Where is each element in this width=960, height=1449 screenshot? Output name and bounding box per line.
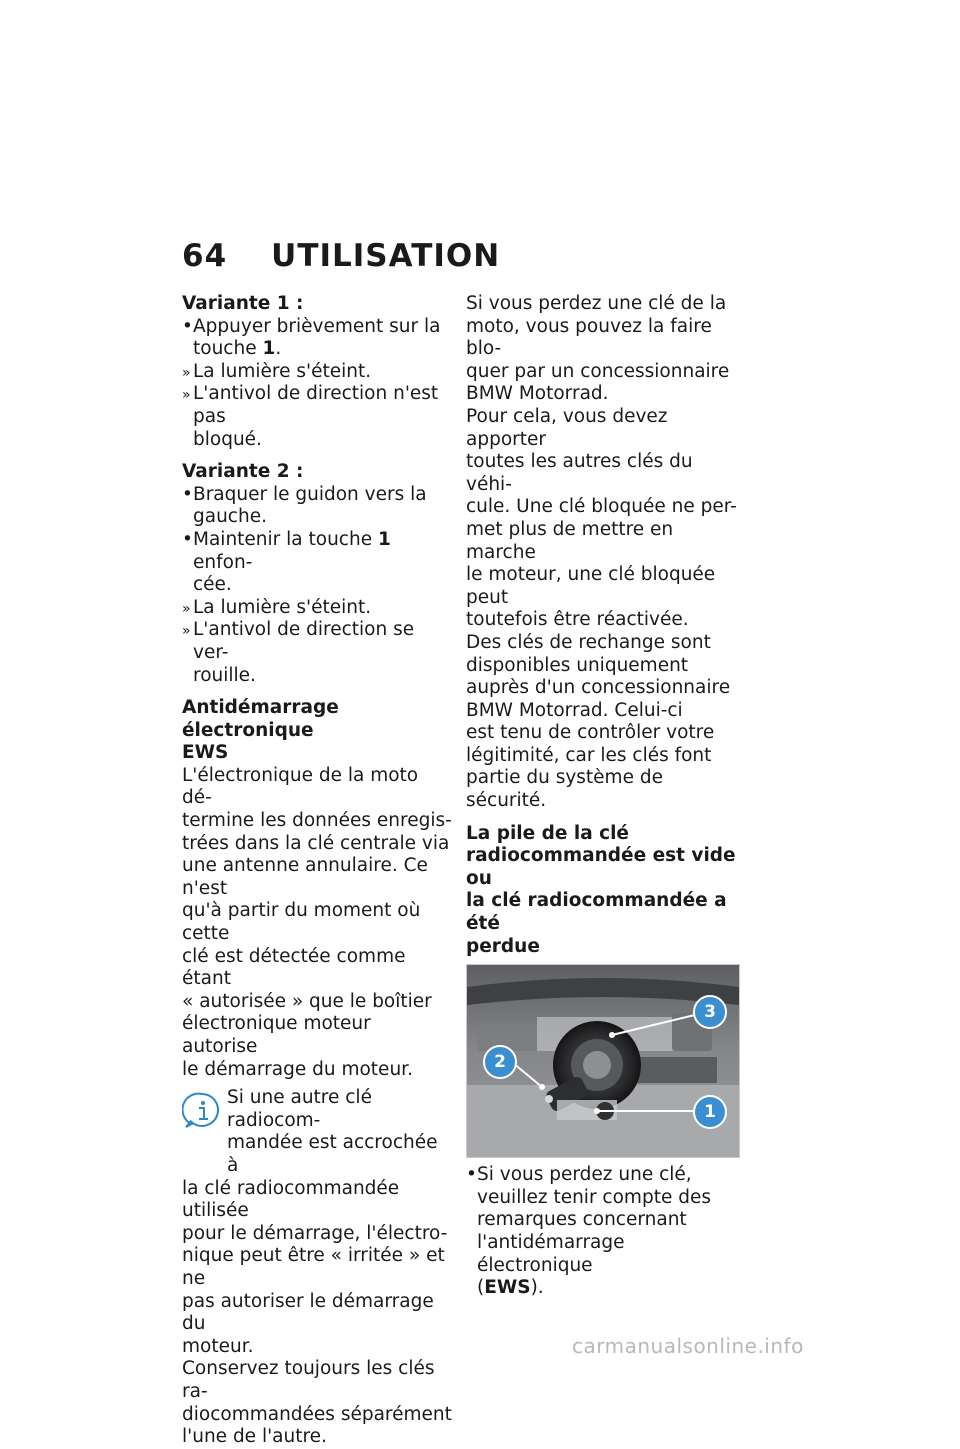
info-icon <box>182 1091 222 1131</box>
result-text: La lumière s'éteint. <box>193 596 372 618</box>
action-text: cée. <box>193 574 232 596</box>
page-header <box>182 238 500 274</box>
result-text: L'antivol de direction se ver- <box>193 619 415 663</box>
action-text: . <box>275 338 282 360</box>
callout-1: 1 <box>693 1095 727 1129</box>
note-text: Si une autre clé radiocom- <box>227 1087 372 1131</box>
note-text-block: la clé radiocommandée utilisée pour le démarrage, l'électro- nique peut être « irritée » et ne pas autoriser le démarrage du moteur. Conservez toujours les clés ra- diocommandées séparément l'une de l'autre. <box>182 1177 452 1448</box>
callout-2: 2 <box>483 1045 517 1079</box>
action-text: enfon- <box>193 551 253 573</box>
list-item <box>182 316 452 361</box>
ews-heading: Antidémarrage électronique EWS <box>182 697 339 764</box>
info-note <box>182 1087 452 1449</box>
list-item <box>182 361 452 384</box>
left-column <box>182 293 452 1449</box>
right-column <box>466 293 738 1300</box>
watermark: carmanualsonline.info <box>572 1334 804 1358</box>
list-item <box>182 383 452 451</box>
bullet-icon: • <box>182 315 193 337</box>
bullet-icon: • <box>182 483 193 505</box>
result-chevron-icon: » <box>182 600 191 617</box>
callout-3: 3 <box>693 995 727 1029</box>
ignition-photo <box>466 964 740 1158</box>
list-item <box>182 529 452 597</box>
page-title: UTILISATION <box>271 238 501 274</box>
ews-paragraph: L'électronique de la moto dé- termine les données enregis- trées dans la clé centrale via une antenne annulaire. Ce n'est qu'à partir du moment où cette clé est détectée comme étant « autorisée » que le boîtier électronique moteur autorise le démarrage du moteur. <box>182 764 452 1080</box>
ews-label: EWS <box>484 1277 531 1299</box>
list-item <box>182 597 452 620</box>
result-text: La lumière s'éteint. <box>193 360 372 382</box>
result-chevron-icon: » <box>182 623 191 640</box>
list-item <box>182 619 452 687</box>
action-text: Maintenir la touche <box>193 528 378 550</box>
action-text: Braquer le guidon vers la <box>193 483 427 505</box>
bullet-icon: • <box>182 528 193 550</box>
result-text: L'antivol de direction n'est pas <box>193 383 439 427</box>
key-label: 1 <box>377 528 391 550</box>
lost-key-paragraph-1: Si vous perdez une clé de la moto, vous pouvez la faire blo- quer par un concessionnaire BMW Motorrad. <box>466 293 730 405</box>
lost-key-paragraph-2: Pour cela, vous devez apporter toutes les autres clés du véhi- cule. Une clé bloquée ne per- met plus de mettre en marche le moteur, une clé bloquée peut toutefois être réactivée. <box>466 405 737 631</box>
note-text: mandée est accrochée à <box>227 1132 438 1176</box>
list-item: • Si vous perdez une clé, veuillez tenir compte des remarques concernant l'antidémarrage électronique (EWS). <box>466 1164 711 1299</box>
action-text: touche <box>193 338 263 360</box>
result-chevron-icon: » <box>182 364 191 381</box>
battery-heading: La pile de la clé radiocommandée est vide ou la clé radiocommandée a été perdue <box>466 822 736 957</box>
variant1-heading: Variante 1 : <box>182 293 304 314</box>
page-number: 64 <box>182 238 228 274</box>
bullet-icon: • <box>466 1164 477 1186</box>
lost-key-paragraph-3: Des clés de rechange sont disponibles uniquement auprès d'un concessionnaire BMW Motorrad. Celui-ci est tenu de contrôler votre légitimité, car les clés font partie du système de sécurité. <box>466 631 731 812</box>
variant2-heading: Variante 2 : <box>182 461 304 483</box>
result-chevron-icon: » <box>182 387 191 404</box>
action-text: gauche. <box>193 506 267 528</box>
result-text: bloqué. <box>193 428 262 450</box>
list-item <box>182 484 452 529</box>
key-label: 1 <box>262 338 276 360</box>
result-text: rouille. <box>193 664 256 686</box>
action-text: Appuyer brièvement sur la <box>193 315 441 337</box>
